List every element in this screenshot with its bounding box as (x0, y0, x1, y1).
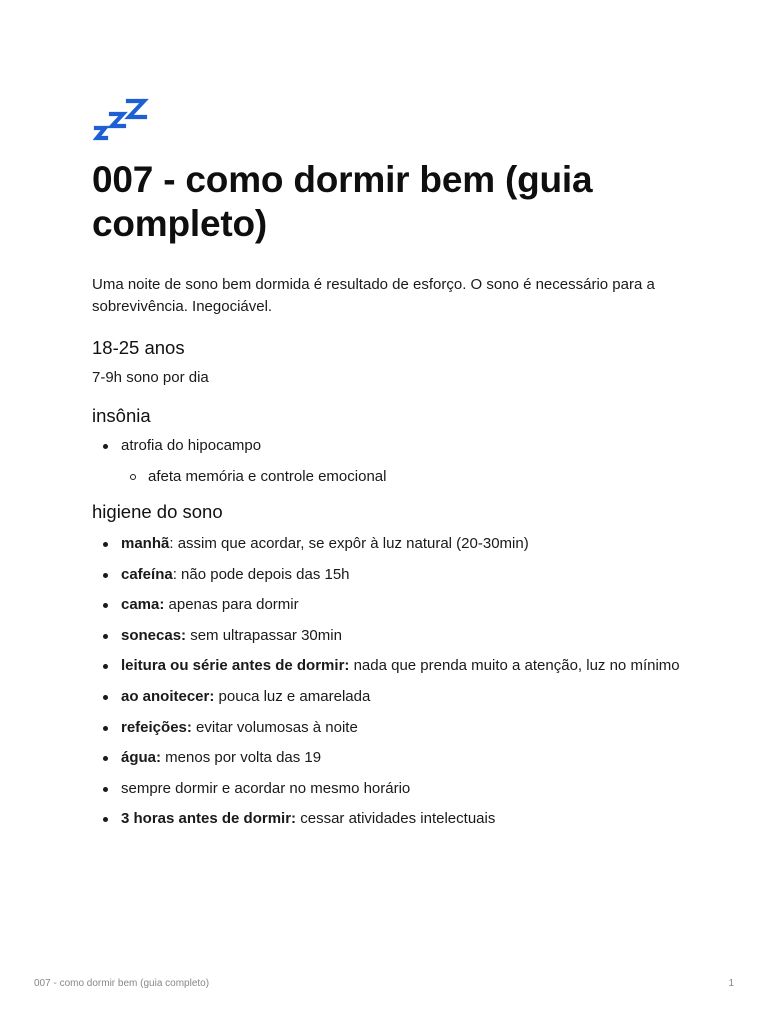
section-heading-hygiene: higiene do sono (92, 501, 223, 522)
list-item-text: evitar volumosas à noite (191, 718, 358, 736)
list-item-text: assim que acordar, se expôr à luz natural (20-30min) (173, 535, 529, 552)
list-item-term: ao anoitecer: (121, 687, 215, 705)
list-subitem: afeta memória e controle emocional (121, 466, 682, 488)
list-item (92, 625, 682, 647)
list-item-term: 3 horas antes de dormir: (121, 810, 297, 828)
list-item-text: apenas para dormir (164, 596, 299, 614)
list-item-term: sonecas: (121, 626, 187, 644)
list-item-text: cessar atividades intelectuais (296, 810, 496, 828)
list-item-sep: : (172, 565, 177, 583)
insomnia-list (92, 435, 682, 488)
list-item-text: sem ultrapassar 30min (186, 626, 342, 644)
list-item (92, 717, 682, 739)
list-item (92, 435, 682, 488)
section-heading-age: 18-25 anos (92, 337, 185, 358)
list-item-term: leitura ou série antes de dormir: (121, 657, 350, 675)
list-item-sep: : (169, 535, 174, 552)
page-title: 007 - como dormir bem (guia completo) (92, 159, 593, 244)
list-item (92, 778, 682, 800)
list-item-text: não pode depois das 15h (176, 565, 350, 583)
list-item (92, 533, 682, 555)
list-item-text: nada que prenda muito a atenção, luz no mínimo (349, 657, 680, 675)
list-item-text: menos por volta das 19 (161, 749, 322, 767)
zzz-icon (92, 92, 152, 150)
list-item-text: atrofia do hipocampo (121, 437, 262, 454)
list-item-text: pouca luz e amarelada (214, 687, 371, 705)
list-item-term: refeições: (121, 718, 192, 736)
list-item-term: cama: (121, 596, 165, 614)
section-heading-insomnia: insônia (92, 405, 151, 426)
list-item-term: água: (121, 749, 162, 767)
footer-doc-title: 007 - como dormir bem (guia completo) (34, 978, 210, 989)
document-page (92, 92, 682, 842)
list-item (92, 747, 682, 769)
list-item (92, 594, 682, 616)
hygiene-list (92, 533, 682, 830)
list-item-term: manhã (121, 535, 170, 552)
intro-paragraph: Uma noite de sono bem dormida é resultado de esforço. O sono é necessário para a sobrevivência. Inegociável. (92, 276, 655, 315)
list-item (92, 564, 682, 586)
list-item-text: sempre dormir e acordar no mesmo horário (121, 779, 411, 797)
footer-page-number: 1 (728, 978, 734, 989)
list-item (92, 686, 682, 708)
list-item (92, 808, 682, 830)
list-item-term: cafeína (121, 565, 173, 583)
age-text: 7-9h sono por dia (92, 369, 209, 386)
list-item (92, 655, 682, 677)
insomnia-sublist (121, 466, 682, 488)
